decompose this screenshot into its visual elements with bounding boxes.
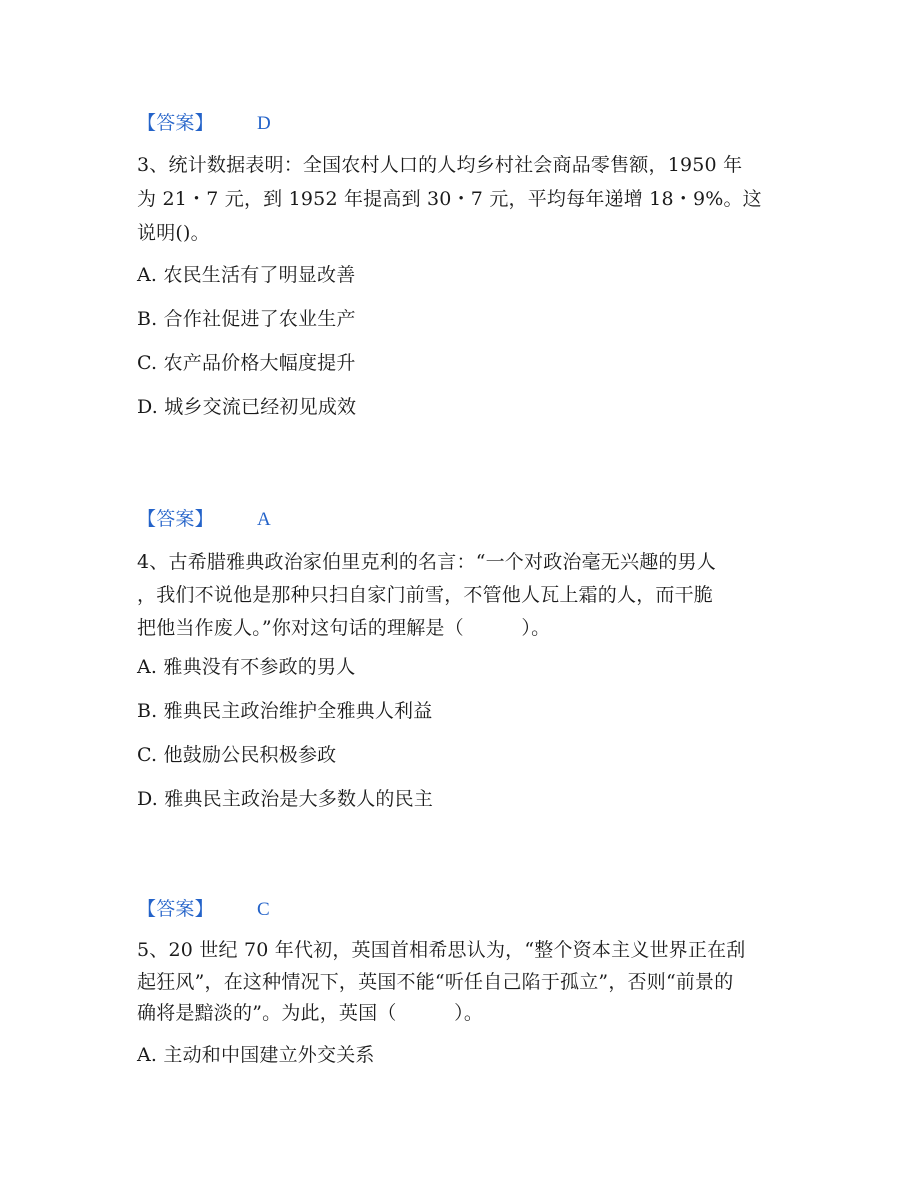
question-5-option-a: A. 主动和中国建立外交关系 bbox=[137, 1044, 375, 1066]
answer-tag: 【答案】 bbox=[137, 112, 214, 134]
question-5-line-1: 5、20 世纪 70 年代初，英国首相希思认为，“整个资本主义世界正在刮 bbox=[137, 939, 746, 961]
question-4-option-b: B. 雅典民主政治维护全雅典人利益 bbox=[137, 700, 433, 722]
question-5-line-2: 起狂风”，在这种情况下，英国不能“听任自己陷于孤立”，否则“前景的 bbox=[137, 971, 734, 993]
question-5-line-3: 确将是黯淡的”。为此，英国（ ）。 bbox=[137, 1002, 484, 1024]
question-3-option-b: B. 合作社促进了农业生产 bbox=[137, 308, 356, 330]
question-4-line-2: ，我们不说他是那种只扫自家门前雪，不管他人瓦上霜的人，而干脆 bbox=[137, 584, 714, 606]
answer-value: C bbox=[257, 899, 270, 920]
question-3-option-a: A. 农民生活有了明显改善 bbox=[137, 264, 356, 286]
question-3-line-1: 3、统计数据表明：全国农村人口的人均乡村社会商品零售额，1950 年 bbox=[137, 154, 743, 176]
question-3-option-d: D. 城乡交流已经初见成效 bbox=[137, 396, 357, 418]
question-4-line-1: 4、古希腊雅典政治家伯里克利的名言：“一个对政治毫无兴趣的男人 bbox=[137, 551, 717, 573]
question-3-line-3: 说明()。 bbox=[137, 222, 210, 244]
question-3-line-2: 为 21・7 元，到 1952 年提高到 30・7 元，平均每年递增 18・9%。这 bbox=[137, 188, 762, 210]
answer-line-1 bbox=[137, 108, 271, 139]
answer-line-3 bbox=[137, 894, 270, 925]
answer-value: D bbox=[257, 113, 271, 134]
question-4-option-a: A. 雅典没有不参政的男人 bbox=[137, 656, 356, 678]
question-4-line-3: 把他当作废人。”你对这句话的理解是（ ）。 bbox=[137, 617, 551, 639]
answer-tag: 【答案】 bbox=[137, 898, 214, 920]
answer-line-2 bbox=[137, 504, 271, 535]
question-4-option-d: D. 雅典民主政治是大多数人的民主 bbox=[137, 788, 434, 810]
question-4-option-c: C. 他鼓励公民积极参政 bbox=[137, 744, 337, 766]
answer-value: A bbox=[257, 509, 271, 530]
answer-tag: 【答案】 bbox=[137, 508, 214, 530]
question-3-option-c: C. 农产品价格大幅度提升 bbox=[137, 352, 356, 374]
